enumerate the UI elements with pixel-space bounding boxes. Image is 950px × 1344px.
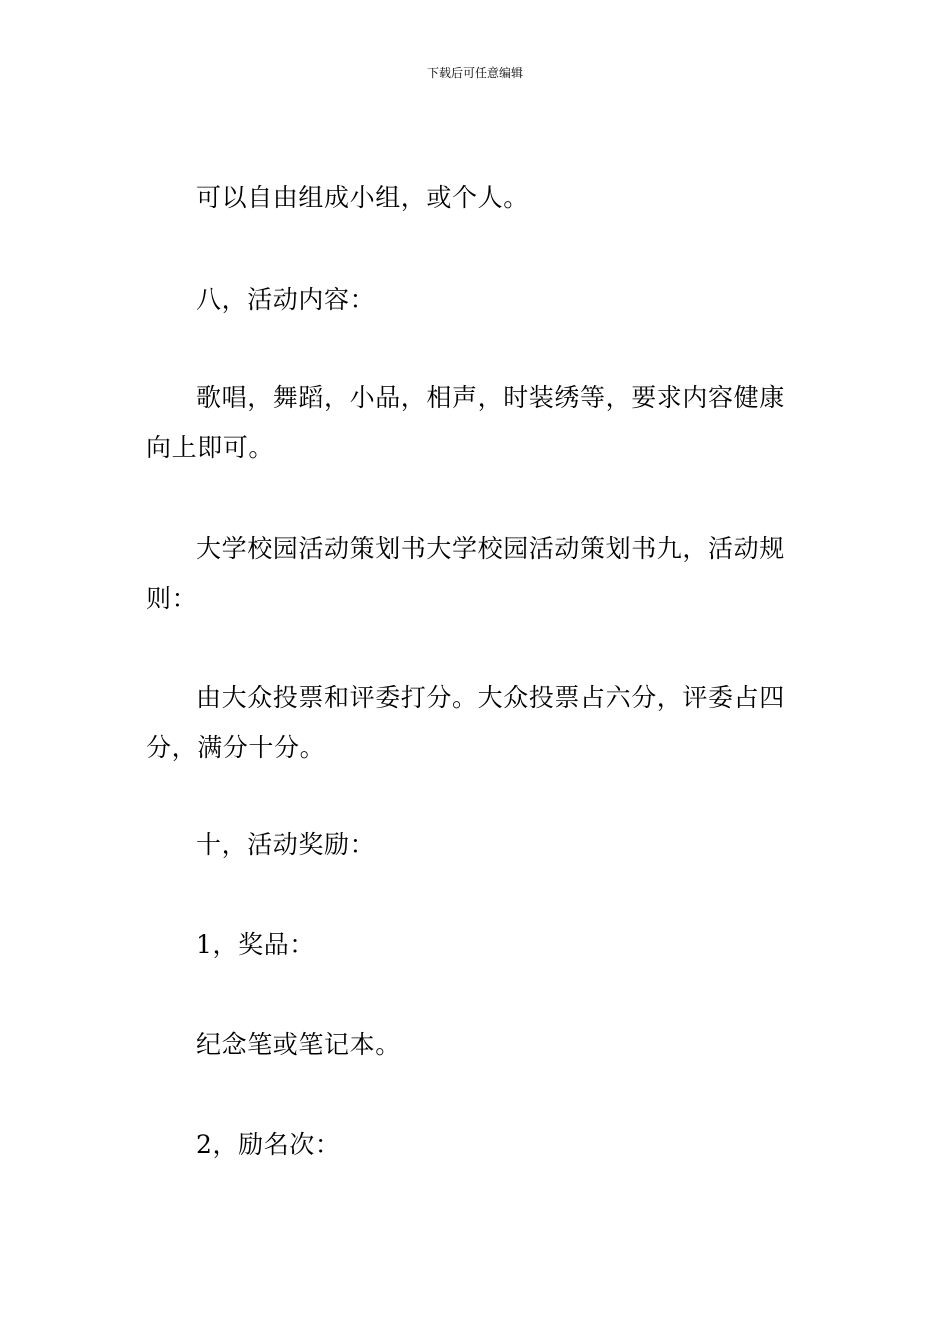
paragraph-activity-content: 歌唱，舞蹈，小品，相声，时装绣等，要求内容健康向上即可。 [146, 383, 785, 462]
paragraph-scoring: 由大众投票和评委打分。大众投票占六分，评委占四分，满分十分。 [146, 683, 785, 762]
page-header: 下载后可任意编辑 [426, 66, 523, 80]
paragraph-group-composition: 可以自由组成小组，或个人。 [196, 183, 529, 212]
heading-activity-rewards: 十，活动奖励： [196, 830, 376, 859]
heading-prizes: 1，奖品： [196, 930, 315, 959]
heading-activity-content: 八，活动内容： [196, 285, 376, 314]
paragraph-activity-rules: 大学校园活动策划书大学校园活动策划书九，活动规则： [146, 534, 785, 613]
heading-ranking: 2，励名次： [196, 1130, 341, 1159]
paragraph-prizes: 纪念笔或笔记本。 [196, 1030, 401, 1059]
